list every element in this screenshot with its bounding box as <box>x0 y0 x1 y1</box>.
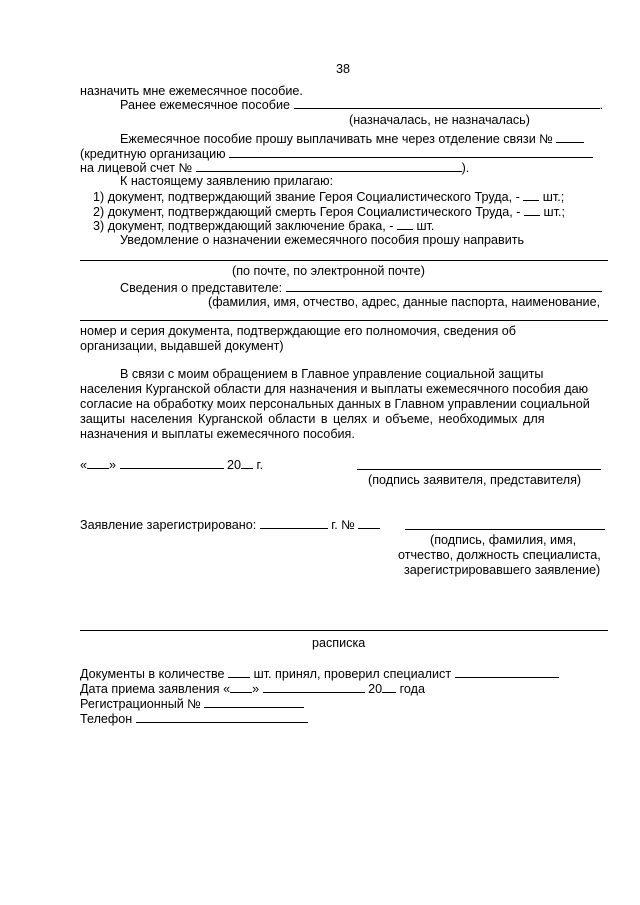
receipt-title: расписка <box>312 636 366 650</box>
post-office-line <box>120 131 584 147</box>
applicant-signature-field[interactable] <box>357 469 601 470</box>
day-field[interactable] <box>87 457 109 469</box>
attachment-item <box>93 189 564 205</box>
field-caption: организации, выдавшей документ) <box>80 339 284 353</box>
page-number: 38 <box>336 62 351 76</box>
representative-field[interactable] <box>286 280 602 292</box>
previous-benefit-field[interactable] <box>294 97 600 109</box>
text-label: Дата приема заявления « <box>80 682 231 696</box>
post-office-number-field[interactable] <box>556 131 584 143</box>
consent-text: населения Курганской области для назначения и выплаты ежемесячного пособия даю <box>80 382 589 396</box>
text-label: шт. <box>416 219 435 233</box>
account-number-field[interactable] <box>196 160 462 172</box>
registration-line <box>80 517 380 533</box>
text-label: Документы в количестве <box>80 667 225 681</box>
attachment-count-field[interactable] <box>524 204 540 216</box>
text-label: 20 <box>368 682 383 696</box>
registration-number-field[interactable] <box>358 517 380 529</box>
month-field[interactable] <box>120 457 224 469</box>
text-label: Регистрационный № <box>80 697 201 711</box>
field-caption: номер и серия документа, подтверждающие его полномочия, сведения об <box>80 324 516 338</box>
consent-text: В связи с моим обращением в Главное управление социальной защиты <box>120 367 544 381</box>
field-caption: (по почте, по электронной почте) <box>232 264 425 278</box>
registration-number-field[interactable] <box>204 696 304 708</box>
text-label: г. <box>256 458 264 472</box>
attachments-heading: К настоящему заявлению прилагаю: <box>120 174 334 188</box>
text-line: назначить мне ежемесячное пособие. <box>80 84 303 98</box>
text-label: » <box>109 458 117 472</box>
credit-org-field[interactable] <box>229 146 593 158</box>
receipt-line <box>80 711 308 727</box>
text-label: 1) документ, подтверждающий звание Героя Социалистического Труда, - <box>93 190 520 204</box>
previous-benefit-line <box>120 97 603 113</box>
text-label: 3) документ, подтверждающий заключение брака, - <box>93 219 394 233</box>
text-label: Заявление зарегистрировано: <box>80 518 257 532</box>
text-label: шт.; <box>542 190 565 204</box>
phone-field[interactable] <box>136 711 308 723</box>
field-caption: (фамилия, имя, отчество, адрес, данные паспорта, наименование, <box>208 295 601 309</box>
text-label: шт.; <box>543 205 565 219</box>
year-field[interactable] <box>241 457 253 469</box>
text-label: ). <box>461 161 470 175</box>
field-caption: зарегистрировавшего заявление) <box>404 563 601 577</box>
text-label: шт. принял, проверил специалист <box>253 667 452 681</box>
representative-field-extra[interactable] <box>80 320 608 321</box>
text-label: года <box>399 682 426 696</box>
receipt-day-field[interactable] <box>230 681 252 693</box>
specialist-field[interactable] <box>455 666 559 678</box>
field-caption: (назначалась, не назначалась) <box>349 113 530 127</box>
text-label: на лицевой счет № <box>80 161 193 175</box>
documents-count-field[interactable] <box>228 666 250 678</box>
receipt-line <box>80 696 304 712</box>
receipt-year-field[interactable] <box>382 681 396 693</box>
text-label: » <box>252 682 260 696</box>
text-label: Ранее ежемесячное пособие <box>120 98 291 112</box>
divider <box>80 630 608 631</box>
receipt-line <box>80 681 425 697</box>
text-label: г. № <box>331 518 355 532</box>
text-label: « <box>80 458 88 472</box>
text-label: Телефон <box>80 712 133 726</box>
registration-date-field[interactable] <box>260 517 328 529</box>
field-caption: отчество, должность специалиста, <box>398 548 601 562</box>
consent-text: назначения и выплаты ежемесячного пособия. <box>80 427 355 441</box>
attachment-count-field[interactable] <box>397 218 413 230</box>
receipt-line <box>80 666 559 682</box>
consent-text: согласие на обработку моих персональных данных в Главном управлении социальной <box>80 397 590 411</box>
text-label: Ежемесячное пособие прошу выплачивать мне через отделение связи № <box>120 132 553 146</box>
text-label: Сведения о представителе: <box>120 281 283 295</box>
text-label: . <box>599 98 604 112</box>
notification-line: Уведомление о назначении ежемесячного пособия прошу направить <box>120 233 525 247</box>
receipt-month-field[interactable] <box>263 681 365 693</box>
specialist-signature-field[interactable] <box>405 529 605 530</box>
text-label: 2) документ, подтверждающий смерть Героя Социалистического Труда, - <box>93 205 521 219</box>
notification-method-field[interactable] <box>80 260 608 261</box>
text-label: 20 <box>227 458 242 472</box>
text-label: (кредитную организацию <box>80 147 226 161</box>
attachment-item <box>93 218 434 234</box>
field-caption: (подпись заявителя, представителя) <box>368 473 582 487</box>
field-caption: (подпись, фамилия, имя, <box>430 533 577 547</box>
consent-text: защиты населения Курганской области в целях и объеме, необходимых для <box>80 412 545 426</box>
attachment-count-field[interactable] <box>523 189 539 201</box>
signature-date-line <box>80 457 263 473</box>
representative-line <box>120 280 602 296</box>
